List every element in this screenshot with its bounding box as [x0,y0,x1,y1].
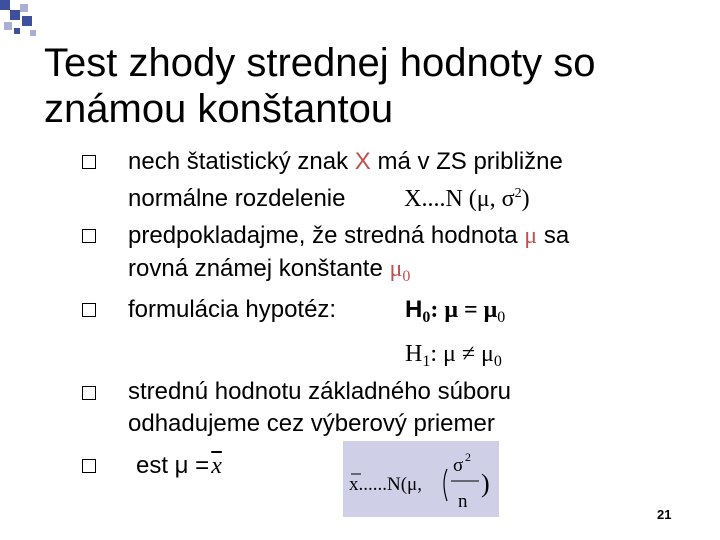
formula-paren-left [444,469,447,501]
bullet-square-5 [82,459,96,473]
title-line-1: Test zhody strednej hodnoty so [44,41,596,85]
mu-zero-symbol: $\mu_0$ [389,256,411,285]
mu-symbol: μ [524,223,538,249]
title-line-2: známou konštantou [44,87,394,131]
bullet-5-text: est $\mu =\overline{x}$ [136,452,222,479]
formula-denominator: n [458,491,468,512]
bullet-square-2 [82,229,96,243]
bullet-3-text: formulácia hypotéz: [128,296,337,323]
distribution-notation: X....N (μ, $\sigma^2$) [404,186,530,212]
hypothesis-h0: $H_0$: $\mu = \mu_0$ [405,296,506,326]
sampling-distribution-formula [343,441,499,517]
slide-title [44,40,684,132]
bullet-square-1 [82,155,96,169]
variable-x: X [354,148,371,175]
formula-close: ) [481,469,490,498]
bullet-square-4 [82,386,96,400]
page-number: 21 [657,507,672,522]
bullet-1-line-2: normálne rozdelenie X....N (μ, $\sigma^2$) [128,185,530,212]
bullet-square-3 [82,303,96,317]
hypothesis-h1: $H_1$: $\mu \ne \mu_0$ [405,341,502,370]
bullet-2-line-2: rovná známej konštante $\mu_0$ [128,255,411,285]
formula-numerator-sup: 2 [465,450,471,464]
bullet-2-line-1: predpokladajme, že stredná hodnota μ sa [128,222,570,249]
formula-numerator: σ [453,455,464,476]
formula-graphic [343,441,499,517]
bullet-1-line-1: nech štatistický znak X má v ZS približne [128,148,563,175]
formula-lhs: x......N(μ, [349,474,422,495]
bullet-4-line-1: strednú hodnotu základného súboru [128,378,511,405]
sample-mean-symbol: $\overline{x}$ [211,453,222,479]
bullet-4-line-2: odhadujeme cez výberový priemer [128,410,495,437]
